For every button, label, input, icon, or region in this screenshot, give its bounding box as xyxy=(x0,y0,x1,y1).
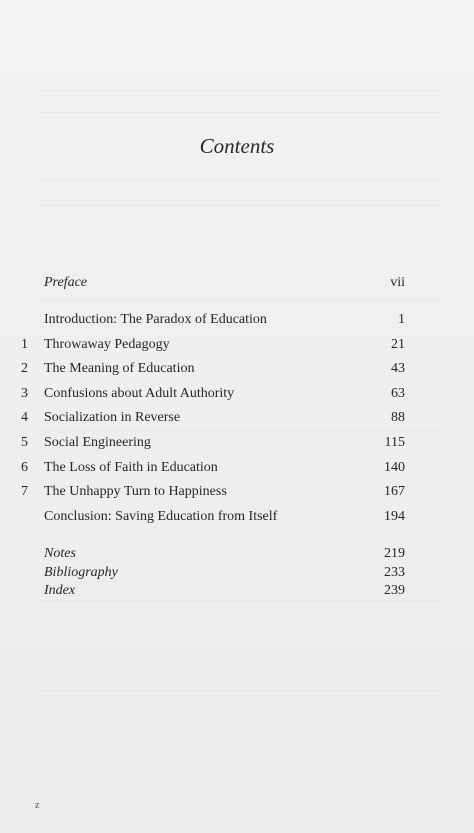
chapter-number: 5 xyxy=(21,435,28,450)
chapter-number: 1 xyxy=(21,336,28,352)
toc-page-number: 140 xyxy=(384,459,405,475)
toc-page-number: 88 xyxy=(391,410,405,426)
toc-entry-label: Conclusion: Saving Education from Itself xyxy=(44,508,278,524)
toc-entry-label: Socialization in Reverse xyxy=(44,410,181,426)
chapter-number: 3 xyxy=(21,385,28,401)
toc-page-number: 194 xyxy=(384,508,405,524)
toc-entry xyxy=(0,275,474,297)
toc-page-number: 233 xyxy=(384,564,405,580)
toc-page-number: 43 xyxy=(391,361,405,377)
toc-entry xyxy=(0,337,474,359)
toc-entry xyxy=(0,460,474,482)
toc-entry-label: Bibliography xyxy=(44,564,118,580)
toc-entry xyxy=(0,312,474,334)
toc-entry-label: The Unhappy Turn to Happiness xyxy=(44,484,227,500)
toc-page-number: 167 xyxy=(384,484,405,500)
toc-page-number: 115 xyxy=(384,435,405,450)
toc-page-number: 21 xyxy=(391,336,405,352)
toc-entry xyxy=(0,583,474,605)
contents-title: Contents xyxy=(199,134,275,158)
chapter-number: 7 xyxy=(21,484,28,500)
chapter-number: 6 xyxy=(21,459,28,475)
toc-entry-label: Index xyxy=(44,583,76,598)
toc-page-number: 219 xyxy=(384,546,405,561)
toc-entry xyxy=(0,484,474,506)
toc-entry-label: Throwaway Pedagogy xyxy=(44,336,170,352)
toc-entry-label: Introduction: The Paradox of Education xyxy=(44,312,267,327)
toc-entry xyxy=(0,509,474,531)
toc-page-number: vii xyxy=(390,275,405,290)
toc-entry-label: Preface xyxy=(44,275,88,290)
toc-page-number: 1 xyxy=(398,312,405,327)
toc-entry-label: Social Engineering xyxy=(44,435,151,450)
chapter-number: 4 xyxy=(21,410,28,426)
toc-entry-label: Confusions about Adult Authority xyxy=(44,385,235,401)
toc-entry xyxy=(0,435,474,457)
toc-entry-label: The Meaning of Education xyxy=(44,361,195,377)
toc-entry xyxy=(0,386,474,408)
toc-page-number: 239 xyxy=(384,583,405,598)
chapter-number: 2 xyxy=(21,361,28,377)
toc-entry xyxy=(0,361,474,383)
toc-entry-label: Notes xyxy=(44,546,76,561)
footer-mark: z xyxy=(35,800,40,811)
toc-page-number: 63 xyxy=(391,385,405,401)
toc-entry xyxy=(0,410,474,432)
toc-entry-label: The Loss of Faith in Education xyxy=(44,459,218,475)
